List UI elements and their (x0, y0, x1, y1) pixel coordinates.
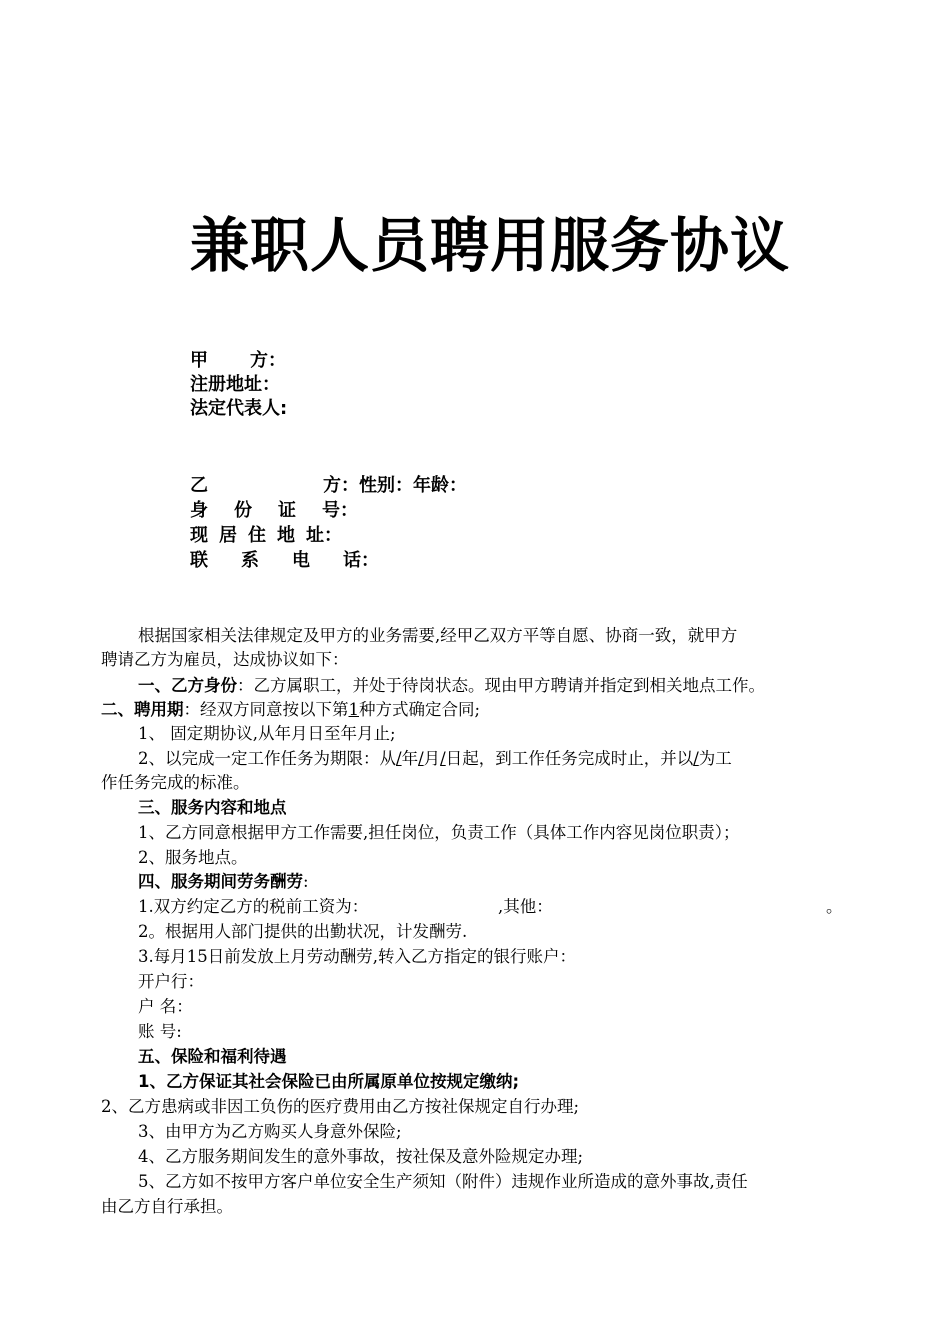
s2-item2-c: 年 (401, 749, 419, 768)
bank-label: 开户行： (138, 972, 204, 991)
section-5-item-2: 2、乙方患病或非因工负伤的医疗费用由乙方按社保规定自行办理; (101, 1097, 580, 1116)
section-4-heading: 四、服务期间劳务酬劳 (138, 872, 303, 891)
section-4-item-1-a: 1.双方约定乙方的税前工资为： (138, 897, 369, 916)
s2-item2-blank: / (396, 749, 402, 768)
section-3-item-2: 2、服务地点。 (138, 848, 248, 867)
party-b-row (190, 474, 467, 498)
party-b-id-number (190, 499, 358, 523)
addr-char: 地 (277, 525, 295, 546)
section-2 (101, 698, 480, 722)
section-5-heading: 五、保险和福利待遇 (138, 1047, 287, 1066)
section-2-item-2 (138, 747, 732, 771)
section-4 (138, 870, 309, 894)
section-4-item-3: 3.每月15日前发放上月劳动酬劳,转入乙方指定的银行账户： (138, 947, 576, 966)
party-a-legal-rep: 法定代表人: (190, 398, 288, 419)
section-3-item-1: 1、乙方同意根据甲方工作需要,担任岗位，负责工作（具体工作内容见岗位职责）； (138, 823, 740, 842)
section-4-item-2: 2。根据用人部门提供的出勤状况，计发酬劳. (138, 922, 468, 941)
party-b-label-yi: 乙 (190, 475, 208, 496)
section-2-text-b: 种方式确定合同; (359, 700, 481, 719)
section-4-item-1-b: ,其他： (498, 897, 553, 916)
section-2-item-1: 1、 固定期协议,从年月日至年月止; (138, 724, 396, 743)
id-char: 身 (190, 500, 208, 521)
section-5-item-3: 3、由甲方为乙方购买人身意外保险; (138, 1122, 402, 1141)
addr-char: 址： (306, 525, 342, 546)
party-b-address (190, 524, 342, 548)
addr-char: 现 (190, 525, 208, 546)
addr-char: 住 (248, 525, 266, 546)
section-2-text-a: ：经双方同意按以下第 (183, 700, 349, 719)
s2-item2-blank: / (693, 749, 699, 768)
section-1-heading: 一、乙方身份 (138, 676, 237, 695)
phone-char: 联 (190, 550, 208, 571)
phone-char: 电 (292, 550, 310, 571)
intro-line-1: 根据国家相关法律规定及甲方的业务需要,经甲乙双方平等自愿、协商一致，就甲方 (138, 626, 738, 645)
s2-item2-g: 日起，到工作任务完成时止，并以 (445, 749, 694, 768)
document-title: 兼职人员聘用服务协议 (190, 211, 791, 280)
section-5-item-5-line-2: 由乙方自行承担。 (101, 1197, 233, 1216)
id-char: 号： (322, 500, 358, 521)
section-4-item-1-c: 。 (826, 897, 843, 916)
s2-item2-e: 月 (423, 749, 441, 768)
account-name-label: 户 名： (138, 997, 193, 1016)
party-a-label-fang: 方： (250, 350, 286, 371)
section-5-item-1: 1、乙方保证其社会保险已由所属原单位按规定缴纳; (138, 1072, 520, 1091)
id-char: 证 (278, 500, 296, 521)
phone-char: 话： (343, 550, 379, 571)
s2-item2-a: 2、以完成一定工作任务为期限：从 (138, 749, 396, 768)
section-5-item-5-line-1: 5、乙方如不按甲方客户单位安全生产须知（附件）违规作业所造成的意外事故,责任 (138, 1172, 748, 1191)
party-b-phone (190, 549, 379, 573)
s2-item2-i: 为工 (698, 749, 732, 768)
intro-line-2: 聘请乙方为雇员，达成协议如下： (101, 650, 349, 669)
party-a-address: 注册地址： (190, 374, 280, 395)
id-char: 份 (234, 500, 252, 521)
section-2-option-number: 1 (348, 700, 359, 719)
s2-item2-blank: / (418, 749, 424, 768)
addr-char: 居 (219, 525, 237, 546)
section-4-colon: : (303, 872, 309, 891)
section-3-heading: 三、服务内容和地点 (138, 798, 287, 817)
section-1-text: ：乙方属职工，并处于待岗状态。现由甲方聘请并指定到相关地点工作。 (237, 676, 765, 695)
section-5-item-4: 4、乙方服务期间发生的意外事故，按社保及意外险规定办理; (138, 1147, 584, 1166)
section-1 (138, 674, 765, 698)
phone-char: 系 (241, 550, 259, 571)
party-a-row (190, 349, 286, 373)
section-2-heading: 二、聘用期 (101, 700, 184, 719)
party-a-label-jia: 甲 (190, 350, 208, 371)
party-b-label-fang: 方：性别：年龄： (323, 475, 467, 496)
account-number-label: 账 号: (138, 1022, 182, 1041)
s2-item2-blank: / (440, 749, 446, 768)
section-2-item-2-line-2: 作任务完成的标准。 (101, 773, 250, 792)
